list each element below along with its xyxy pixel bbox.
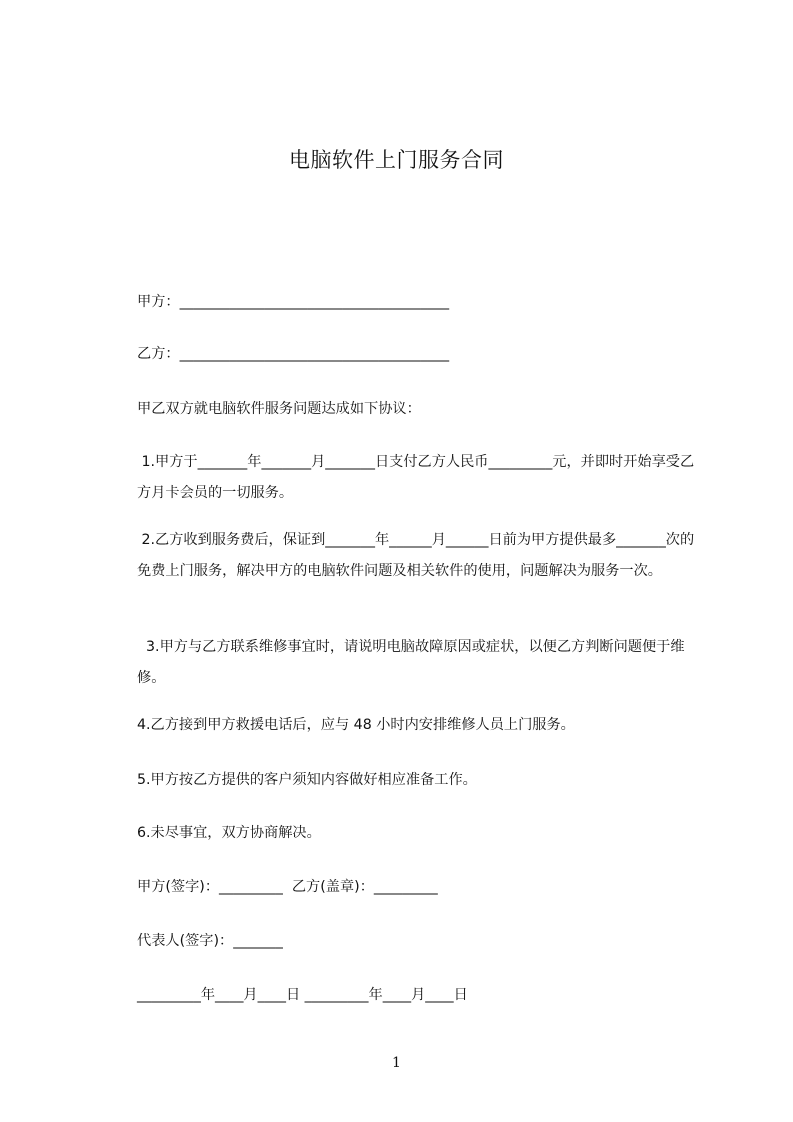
representative-line: 代表人(签字)：_______ xyxy=(137,933,283,949)
document-title: 电脑软件上门服务合同 xyxy=(289,148,504,172)
clause-4: 4.乙方接到甲方救援电话后，应与 48 小时内安排维修人员上门服务。 xyxy=(137,717,575,733)
signature-line: 甲方(签字)：_________ 乙方(盖章)：_________ xyxy=(137,879,438,895)
clause-5: 5.甲方按乙方提供的客户须知内容做好相应准备工作。 xyxy=(137,772,477,788)
clause-2: 2.乙方收到服务费后，保证到_______年______月______日前为甲方提供最多_______次的免费上门服务，解决甲方的电脑软件问题及相关软件的使用，问题解决为服务一次。 xyxy=(137,532,695,579)
date-line: _________年____月____日 _________年____月____日 xyxy=(137,987,468,1003)
intro-paragraph: 甲乙双方就电脑软件服务问题达成如下协议： xyxy=(137,401,421,417)
party-a-line: 甲方：______________________________________ xyxy=(137,294,450,310)
clause-3: 3.甲方与乙方联系维修事宜时，请说明电脑故障原因或症状，以便乙方判断问题便于维修。 xyxy=(137,639,685,686)
page-number: 1 xyxy=(392,1055,401,1071)
party-b-line: 乙方：______________________________________ xyxy=(137,346,450,362)
clause-6: 6.未尽事宜，双方协商解决。 xyxy=(137,825,321,841)
clause-1: 1.甲方于_______年_______月_______日支付乙方人民币_________元，并即时开始享受乙方月卡会员的一切服务。 xyxy=(137,454,695,501)
